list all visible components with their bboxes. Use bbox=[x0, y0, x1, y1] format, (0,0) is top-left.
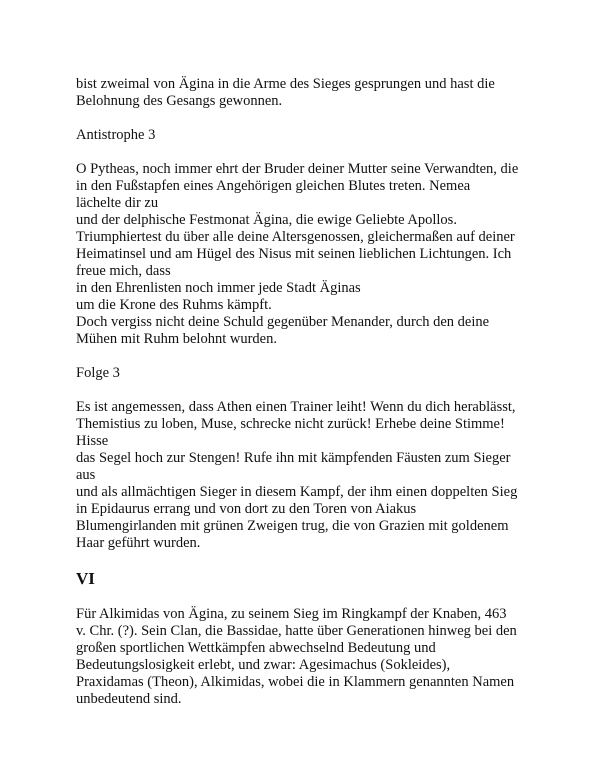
text-line: aus bbox=[76, 467, 96, 483]
text-line: Hisse bbox=[76, 433, 109, 449]
paragraph-antistrophe-3 bbox=[76, 161, 531, 348]
text-line: Antistrophe 3 bbox=[76, 127, 156, 143]
text-line: Blumengirlanden mit grünen Zweigen trug, die von Grazien mit goldenem bbox=[76, 518, 509, 534]
text-line: O Pytheas, noch immer ehrt der Bruder deiner Mutter seine Verwandten, die bbox=[76, 161, 519, 177]
text-line: in den Fußstapfen eines Angehörigen gleichen Blutes treten. Nemea bbox=[76, 178, 471, 194]
section-label-antistrophe-3 bbox=[76, 127, 531, 144]
text-line: großen sportlichen Wettkämpfen abwechselnd Bedeutung und bbox=[76, 640, 436, 656]
text-line: lächelte dir zu bbox=[76, 195, 159, 211]
paragraph-ode-vi-intro bbox=[76, 606, 531, 708]
text-line: und der delphische Festmonat Ägina, die ewige Geliebte Apollos. bbox=[76, 212, 457, 228]
text-line: in den Ehrenlisten noch immer jede Stadt Äginas bbox=[76, 280, 361, 296]
text-line: in Epidaurus errang und von dort zu den Toren von Aiakus bbox=[76, 501, 417, 517]
paragraph-folge-3 bbox=[76, 399, 531, 552]
text-line: Praxidamas (Theon), Alkimidas, wobei die in Klammern genannten Namen bbox=[76, 674, 515, 690]
text-line: und als allmächtigen Sieger in diesem Kampf, der ihm einen doppelten Sieg bbox=[76, 484, 518, 500]
document-page bbox=[76, 76, 531, 725]
text-line: freue mich, dass bbox=[76, 263, 171, 279]
text-line: Folge 3 bbox=[76, 365, 120, 381]
text-line: um die Krone des Ruhms kämpft. bbox=[76, 297, 272, 313]
text-line: bist zweimal von Ägina in die Arme des Sieges gesprungen und hast die bbox=[76, 76, 495, 92]
text-line: Themistius zu loben, Muse, schrecke nicht zurück! Erhebe deine Stimme! bbox=[76, 416, 505, 432]
text-line: Belohnung des Gesangs gewonnen. bbox=[76, 93, 283, 109]
section-heading-vi: VI bbox=[76, 569, 95, 588]
paragraph-victory-closing bbox=[76, 76, 531, 110]
text-line: Doch vergiss nicht deine Schuld gegenüber Menander, durch den deine bbox=[76, 314, 490, 330]
section-label-folge-3 bbox=[76, 365, 531, 382]
text-line: v. Chr. (?). Sein Clan, die Bassidae, hatte über Generationen hinweg bei den bbox=[76, 623, 517, 639]
text-line: Bedeutungslosigkeit erlebt, und zwar: Agesimachus (Sokleides), bbox=[76, 657, 451, 673]
text-line: das Segel hoch zur Stengen! Rufe ihn mit kämpfenden Fäusten zum Sieger bbox=[76, 450, 511, 466]
text-line: unbedeutend sind. bbox=[76, 691, 182, 707]
text-line: Triumphiertest du über alle deine Altersgenossen, gleichermaßen auf deiner bbox=[76, 229, 515, 245]
text-line: Es ist angemessen, dass Athen einen Trainer leiht! Wenn du dich herablässt, bbox=[76, 399, 516, 415]
text-line: Für Alkimidas von Ägina, zu seinem Sieg im Ringkampf der Knaben, 463 bbox=[76, 606, 507, 622]
text-line: Haar geführt wurden. bbox=[76, 535, 201, 551]
text-line: Mühen mit Ruhm belohnt wurden. bbox=[76, 331, 277, 347]
text-line: Heimatinsel und am Hügel des Nisus mit seinen lieblichen Lichtungen. Ich bbox=[76, 246, 512, 262]
